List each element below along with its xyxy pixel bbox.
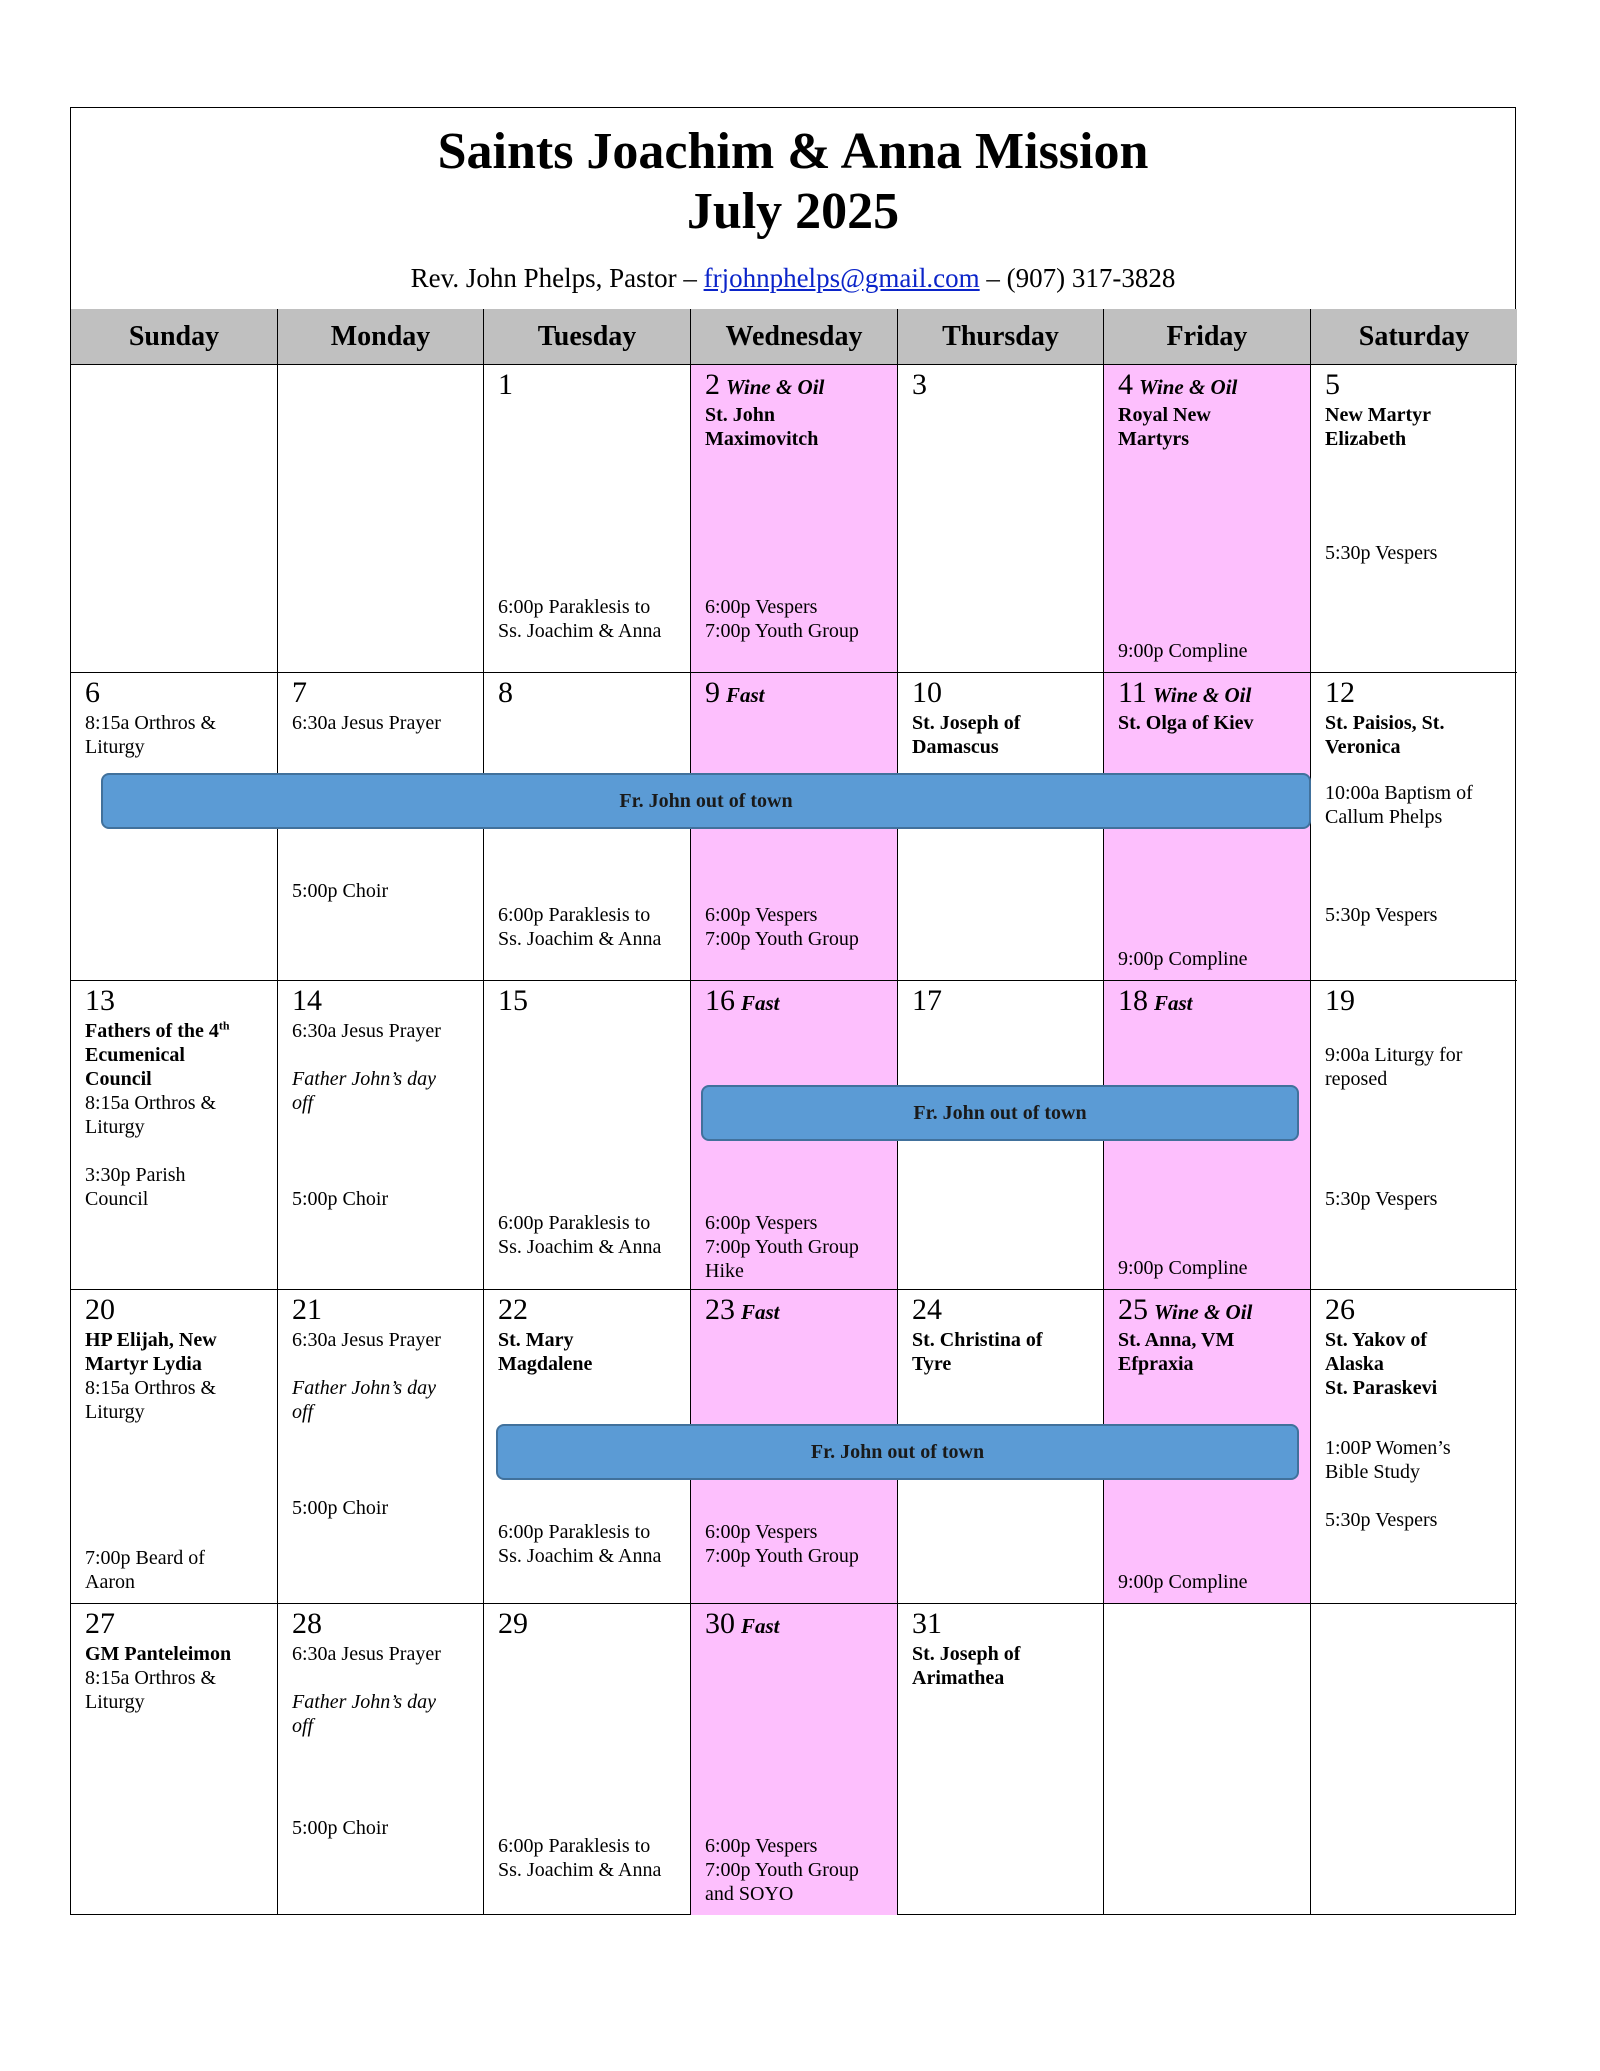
event-line: Bible Study bbox=[1325, 1461, 1421, 1483]
day-number-value: 12 bbox=[1325, 676, 1355, 709]
day-number-value: 18 bbox=[1118, 984, 1148, 1017]
feast-name bbox=[912, 711, 1095, 759]
feast-name-line: St. Anna, VM bbox=[1118, 1329, 1235, 1351]
event bbox=[1325, 1187, 1509, 1211]
day-number-value: 27 bbox=[85, 1607, 115, 1640]
feast-name bbox=[912, 1642, 1095, 1690]
day-number bbox=[705, 1292, 780, 1330]
feast-name bbox=[1325, 403, 1509, 451]
day-number-value: 6 bbox=[85, 676, 100, 709]
event-line: 6:00p Paraklesis to bbox=[498, 1835, 651, 1857]
day-off-note-line: off bbox=[292, 1092, 314, 1114]
event bbox=[498, 595, 682, 643]
weekday-header-tuesday: Tuesday bbox=[484, 309, 691, 365]
event-line: Liturgy bbox=[85, 1116, 145, 1138]
event bbox=[1118, 1256, 1302, 1280]
event bbox=[85, 1666, 269, 1714]
fasting-rule-tag: Fast bbox=[741, 991, 780, 1015]
day-number bbox=[292, 675, 307, 711]
event-line: 6:00p Paraklesis to bbox=[498, 904, 651, 926]
feast-name-line: Maximovitch bbox=[705, 428, 819, 450]
event-line: Council bbox=[85, 1188, 149, 1210]
day-cell bbox=[691, 1604, 898, 1915]
empty-day-cell bbox=[71, 365, 278, 673]
out-of-town-banner: Fr. John out of town bbox=[496, 1424, 1299, 1480]
fasting-rule-tag: Fast bbox=[741, 1614, 780, 1638]
month-title: July 2025 bbox=[686, 183, 900, 240]
day-number bbox=[705, 1606, 780, 1644]
event-line: 9:00p Compline bbox=[1118, 948, 1248, 970]
event-line: Hike bbox=[705, 1260, 744, 1282]
day-off-note bbox=[292, 1690, 475, 1738]
feast-name-line: St. Mary bbox=[498, 1329, 574, 1351]
event bbox=[705, 595, 889, 643]
day-number-value: 22 bbox=[498, 1293, 528, 1326]
feast-name-line: St. Paraskevi bbox=[1325, 1377, 1438, 1399]
event-line: 5:30p Vespers bbox=[1325, 1509, 1438, 1531]
empty-day-cell bbox=[1311, 1604, 1517, 1915]
event bbox=[292, 1496, 475, 1520]
event bbox=[292, 1019, 475, 1043]
weekday-header-friday: Friday bbox=[1104, 309, 1311, 365]
event-line: 3:30p Parish bbox=[85, 1164, 186, 1186]
pastor-contact bbox=[71, 262, 1515, 294]
day-number-value: 15 bbox=[498, 984, 528, 1017]
event bbox=[1325, 903, 1509, 927]
event bbox=[498, 1211, 682, 1259]
event bbox=[85, 1546, 269, 1594]
event-line: Aaron bbox=[85, 1571, 135, 1593]
event-line: 6:30a Jesus Prayer bbox=[292, 1643, 441, 1665]
event-line: 9:00p Compline bbox=[1118, 1257, 1248, 1279]
day-number-value: 23 bbox=[705, 1293, 735, 1326]
event-line: 6:00p Vespers bbox=[705, 596, 818, 618]
event-line: 6:00p Vespers bbox=[705, 1835, 818, 1857]
feast-name-line: St. John bbox=[705, 404, 776, 426]
day-off-note bbox=[292, 1067, 475, 1115]
event-line: Callum Phelps bbox=[1325, 806, 1443, 828]
feast-name-line: New Martyr bbox=[1325, 404, 1432, 426]
day-number-value: 3 bbox=[912, 368, 927, 401]
feast-name-line: HP Elijah, New bbox=[85, 1329, 217, 1351]
day-number-value: 7 bbox=[292, 676, 307, 709]
day-number-value: 17 bbox=[912, 984, 942, 1017]
feast-name bbox=[912, 1328, 1095, 1376]
event-line: 8:15a Orthros & bbox=[85, 1667, 217, 1689]
day-number-value: 11 bbox=[1118, 676, 1147, 709]
feast-name-line: St. Joseph of bbox=[912, 1643, 1021, 1665]
out-of-town-banner: Fr. John out of town bbox=[101, 773, 1311, 829]
day-number bbox=[912, 1292, 942, 1328]
feast-name-line: GM Panteleimon bbox=[85, 1643, 232, 1665]
feast-name-line: Elizabeth bbox=[1325, 428, 1407, 450]
event-line: 7:00p Youth Group bbox=[705, 620, 859, 642]
day-number bbox=[1325, 983, 1355, 1019]
event bbox=[1325, 541, 1509, 565]
pastor-name: Rev. John Phelps, Pastor – bbox=[410, 263, 704, 293]
event-line: 7:00p Youth Group bbox=[705, 1236, 859, 1258]
day-cell bbox=[1311, 1290, 1517, 1604]
day-cell bbox=[484, 1604, 691, 1915]
day-number bbox=[498, 675, 513, 711]
event-line: 9:00a Liturgy for bbox=[1325, 1044, 1463, 1066]
day-cell bbox=[278, 1290, 484, 1604]
day-cell bbox=[1311, 981, 1517, 1290]
calendar-header bbox=[71, 108, 1515, 310]
day-number-value: 9 bbox=[705, 676, 720, 709]
day-number bbox=[1325, 367, 1340, 403]
event bbox=[1118, 947, 1302, 971]
day-number bbox=[912, 675, 942, 711]
day-number bbox=[1118, 1292, 1252, 1330]
event-line: 1:00P Women’s bbox=[1325, 1437, 1451, 1459]
event-line: 7:00p Youth Group bbox=[705, 928, 859, 950]
feast-name-line: St. Yakov of bbox=[1325, 1329, 1428, 1351]
day-number-value: 5 bbox=[1325, 368, 1340, 401]
day-number bbox=[705, 367, 824, 405]
feast-name bbox=[705, 403, 889, 451]
calendar-frame bbox=[70, 107, 1516, 1915]
event-line: Ss. Joachim & Anna bbox=[498, 620, 662, 642]
day-number-value: 8 bbox=[498, 676, 513, 709]
weekday-header-sunday: Sunday bbox=[71, 309, 278, 365]
feast-name-line: Royal New bbox=[1118, 404, 1211, 426]
event-line: Liturgy bbox=[85, 1401, 145, 1423]
event-line: 8:15a Orthros & bbox=[85, 1377, 217, 1399]
event bbox=[85, 711, 269, 759]
event-line: 9:00p Compline bbox=[1118, 1571, 1248, 1593]
event-line: Ss. Joachim & Anna bbox=[498, 1236, 662, 1258]
event bbox=[705, 1520, 889, 1568]
day-number bbox=[498, 1606, 528, 1642]
feast-name bbox=[85, 1642, 269, 1666]
event bbox=[85, 1091, 269, 1139]
day-number bbox=[1325, 1292, 1355, 1328]
event-line: Ss. Joachim & Anna bbox=[498, 928, 662, 950]
feast-name-line: St. Joseph of bbox=[912, 712, 1021, 734]
weekday-header-thursday: Thursday bbox=[898, 309, 1104, 365]
feast-name-line: St. Christina of bbox=[912, 1329, 1043, 1351]
event bbox=[1118, 1570, 1302, 1594]
day-number bbox=[705, 675, 765, 713]
event bbox=[705, 1834, 889, 1906]
feast-name bbox=[1325, 1328, 1509, 1400]
day-number-value: 16 bbox=[705, 984, 735, 1017]
day-cell bbox=[278, 1604, 484, 1915]
event-line: 5:00p Choir bbox=[292, 1497, 389, 1519]
event-line: 6:00p Paraklesis to bbox=[498, 1521, 651, 1543]
weekday-header-monday: Monday bbox=[278, 309, 484, 365]
day-number bbox=[85, 983, 115, 1019]
day-number bbox=[292, 983, 322, 1019]
day-number-value: 10 bbox=[912, 676, 942, 709]
feast-name-line: Damascus bbox=[912, 736, 999, 758]
event-line: 5:00p Choir bbox=[292, 1817, 389, 1839]
day-number-value: 25 bbox=[1118, 1293, 1148, 1326]
day-number-value: 2 bbox=[705, 368, 720, 401]
feast-name bbox=[498, 1328, 682, 1376]
feast-name-line: St. Olga of Kiev bbox=[1118, 712, 1254, 734]
event-line: 6:00p Vespers bbox=[705, 904, 818, 926]
event-line: 5:00p Choir bbox=[292, 1188, 389, 1210]
day-number-value: 13 bbox=[85, 984, 115, 1017]
day-cell bbox=[484, 365, 691, 673]
day-number bbox=[1118, 367, 1237, 405]
day-off-note bbox=[292, 1376, 475, 1424]
event-line: 6:00p Paraklesis to bbox=[498, 1212, 651, 1234]
event bbox=[705, 1211, 889, 1283]
event-line: 9:00p Compline bbox=[1118, 640, 1248, 662]
day-number bbox=[1118, 983, 1193, 1021]
day-number bbox=[498, 367, 513, 403]
event-line: 6:00p Paraklesis to bbox=[498, 596, 651, 618]
feast-name-line: Alaska bbox=[1325, 1353, 1384, 1375]
day-number-value: 30 bbox=[705, 1607, 735, 1640]
event bbox=[498, 1520, 682, 1568]
day-cell bbox=[898, 365, 1104, 673]
feast-name bbox=[1118, 1328, 1302, 1376]
weekday-header-wednesday: Wednesday bbox=[691, 309, 898, 365]
event-line: 5:30p Vespers bbox=[1325, 1188, 1438, 1210]
fasting-rule-tag: Wine & Oil bbox=[1152, 683, 1252, 707]
day-number bbox=[1325, 675, 1355, 711]
fasting-rule-tag: Wine & Oil bbox=[1139, 375, 1238, 399]
day-cell bbox=[484, 981, 691, 1290]
fasting-rule-tag: Fast bbox=[741, 1300, 780, 1324]
day-cell bbox=[1311, 673, 1517, 981]
event-line: Ss. Joachim & Anna bbox=[498, 1859, 662, 1881]
event bbox=[1325, 781, 1509, 829]
feast-name bbox=[1118, 711, 1302, 735]
event bbox=[292, 1816, 475, 1840]
day-number bbox=[705, 983, 780, 1021]
day-number-value: 14 bbox=[292, 984, 322, 1017]
day-off-note-line: Father John’s day bbox=[292, 1377, 437, 1399]
event-line: and SOYO bbox=[705, 1883, 794, 1905]
day-number-value: 31 bbox=[912, 1607, 942, 1640]
feast-name-line: Martyr Lydia bbox=[85, 1353, 202, 1375]
feast-name bbox=[1325, 711, 1509, 759]
fasting-rule-tag: Fast bbox=[1154, 991, 1193, 1015]
event-line: Liturgy bbox=[85, 736, 145, 758]
day-number bbox=[292, 1606, 322, 1642]
feast-name-line: Martyrs bbox=[1118, 428, 1190, 450]
event-line: 5:30p Vespers bbox=[1325, 904, 1438, 926]
day-number bbox=[292, 1292, 322, 1328]
feast-name bbox=[85, 1328, 269, 1376]
event bbox=[292, 1187, 475, 1211]
day-number-value: 24 bbox=[912, 1293, 942, 1326]
day-cell bbox=[898, 1604, 1104, 1915]
event bbox=[1325, 1508, 1509, 1532]
day-number bbox=[1118, 675, 1251, 713]
day-number bbox=[912, 983, 942, 1019]
event-line: 8:15a Orthros & bbox=[85, 712, 217, 734]
empty-day-cell bbox=[278, 365, 484, 673]
fasting-rule-tag: Fast bbox=[726, 683, 765, 707]
event-line: 6:00p Vespers bbox=[705, 1212, 818, 1234]
event bbox=[292, 1328, 475, 1352]
event-line: reposed bbox=[1325, 1068, 1388, 1090]
feast-name-line: St. Paisios, St. bbox=[1325, 712, 1445, 734]
event-line: 8:15a Orthros & bbox=[85, 1092, 217, 1114]
day-number-value: 19 bbox=[1325, 984, 1355, 1017]
day-number bbox=[912, 367, 927, 403]
day-number bbox=[498, 1292, 528, 1328]
feast-name: Fathers of the 4th Ecumenical Council bbox=[85, 1018, 230, 1090]
day-number-value: 28 bbox=[292, 1607, 322, 1640]
parish-title: Saints Joachim & Anna Mission bbox=[437, 123, 1149, 180]
day-number-value: 21 bbox=[292, 1293, 322, 1326]
event bbox=[292, 879, 475, 903]
event bbox=[1118, 639, 1302, 663]
day-number bbox=[912, 1606, 942, 1642]
event bbox=[498, 903, 682, 951]
fasting-rule-tag: Wine & Oil bbox=[1154, 1300, 1253, 1324]
day-number-value: 26 bbox=[1325, 1293, 1355, 1326]
event-line: 7:00p Youth Group bbox=[705, 1859, 859, 1881]
day-number bbox=[498, 983, 528, 1019]
day-off-note-line: off bbox=[292, 1401, 314, 1423]
event-line: Ss. Joachim & Anna bbox=[498, 1545, 662, 1567]
feast-name-line: Arimathea bbox=[912, 1667, 1005, 1689]
feast-name-line: Efpraxia bbox=[1118, 1353, 1194, 1375]
event-line: 5:30p Vespers bbox=[1325, 542, 1438, 564]
day-off-note-line: Father John’s day bbox=[292, 1068, 437, 1090]
event-line: 6:30a Jesus Prayer bbox=[292, 712, 441, 734]
day-number-value: 4 bbox=[1118, 368, 1133, 401]
day-number bbox=[85, 1292, 115, 1328]
fasting-rule-tag: Wine & Oil bbox=[726, 375, 825, 399]
event bbox=[498, 1834, 682, 1882]
event-line: 7:00p Youth Group bbox=[705, 1545, 859, 1567]
event-line: 10:00a Baptism of bbox=[1325, 782, 1473, 804]
event bbox=[292, 711, 475, 735]
event bbox=[85, 1163, 269, 1211]
out-of-town-banner: Fr. John out of town bbox=[701, 1085, 1299, 1141]
pastor-email-link[interactable]: frjohnphelps@gmail.com bbox=[703, 263, 980, 293]
pastor-phone: – (907) 317-3828 bbox=[979, 263, 1176, 293]
empty-day-cell bbox=[1104, 1604, 1311, 1915]
event-line: 5:00p Choir bbox=[292, 880, 389, 902]
event bbox=[1325, 1043, 1509, 1091]
day-off-note-line: Father John’s day bbox=[292, 1691, 437, 1713]
day-number-value: 20 bbox=[85, 1293, 115, 1326]
day-number-value: 29 bbox=[498, 1607, 528, 1640]
event-line: 6:00p Vespers bbox=[705, 1521, 818, 1543]
day-cell bbox=[71, 1290, 278, 1604]
weekday-header-saturday: Saturday bbox=[1311, 309, 1517, 365]
day-off-note-line: off bbox=[292, 1715, 314, 1737]
feast-name-line: Tyre bbox=[912, 1353, 952, 1375]
feast-name-line: Veronica bbox=[1325, 736, 1401, 758]
day-cell bbox=[71, 981, 278, 1290]
event-line: Liturgy bbox=[85, 1691, 145, 1713]
day-cell bbox=[71, 1604, 278, 1915]
day-cell bbox=[278, 981, 484, 1290]
event bbox=[85, 1376, 269, 1424]
day-number bbox=[85, 675, 100, 711]
event-line: 7:00p Beard of bbox=[85, 1547, 205, 1569]
day-number bbox=[85, 1606, 115, 1642]
day-cell bbox=[1104, 365, 1311, 673]
feast-name bbox=[1118, 403, 1302, 451]
feast-name-line: Magdalene bbox=[498, 1353, 593, 1375]
event-line: 6:30a Jesus Prayer bbox=[292, 1329, 441, 1351]
day-cell bbox=[691, 365, 898, 673]
event bbox=[1325, 1436, 1509, 1484]
event bbox=[292, 1642, 475, 1666]
event bbox=[705, 903, 889, 951]
event-line: 6:30a Jesus Prayer bbox=[292, 1020, 441, 1042]
day-cell bbox=[1311, 365, 1517, 673]
day-number-value: 1 bbox=[498, 368, 513, 401]
